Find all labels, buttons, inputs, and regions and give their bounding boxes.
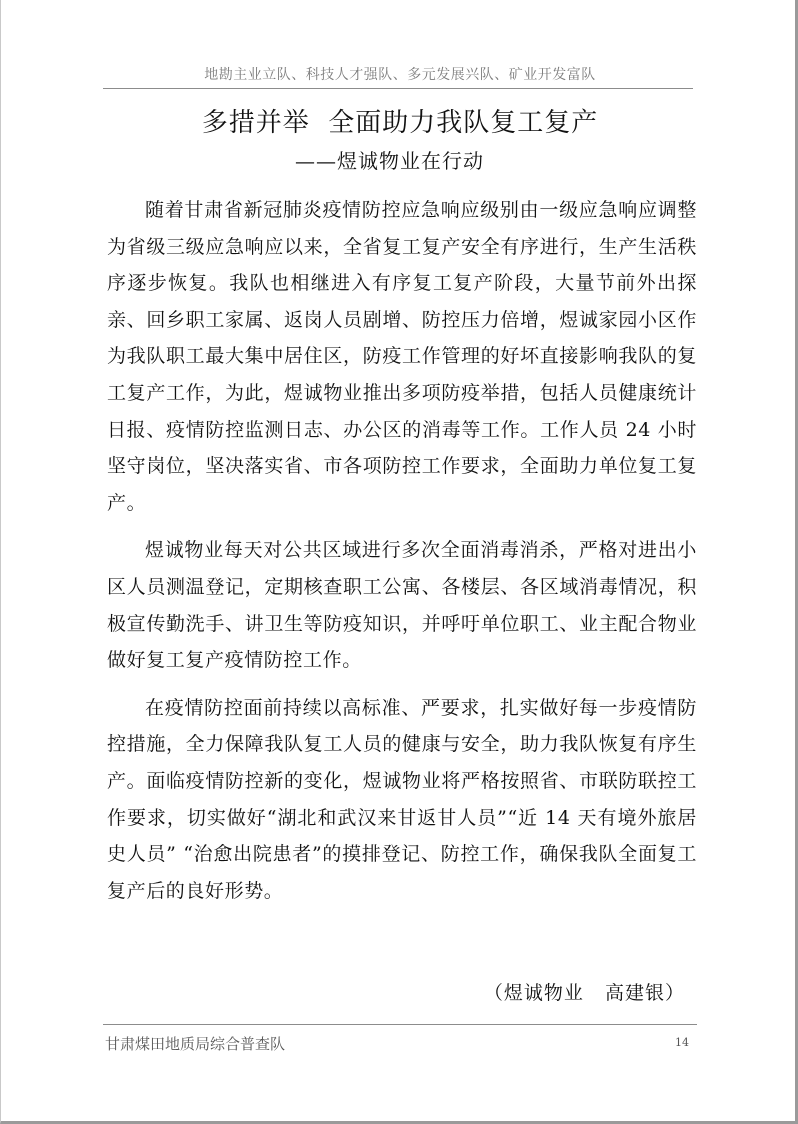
article-subtitle: ——煜诚物业在行动	[295, 149, 484, 173]
header-motto: 地勘主业立队、科技人才强队、多元发展兴队、矿业开发富队	[204, 67, 596, 83]
body-paragraph: 随着甘肃省新冠肺炎疫情防控应急响应级别由一级应急响应调整为省级三级应急响应以来，全省复工复产安全有序进行，生产生活秩序逐步恢复。我队也相继进入有序复工复产阶段，大量节前外出探亲、回乡职工家属、返岗人员剧增、防控压力倍增，煜诚家园小区作为我队职工最大集中居住区，防疫工作管理的好坏直接影响我队的复工复产工作，为此，煜诚物业推出多项防疫举措，包括人员健康统计日报、疫情防控监测日志、办公区的消毒等工作。工作人员 24 小时坚守岗位，坚决落实省、市各项防控工作要求，全面助力单位复工复产。	[107, 199, 697, 514]
article-body	[107, 192, 697, 909]
author-signature: （煜诚物业 高建银）	[483, 982, 685, 1004]
article-title: 多措并举 全面助力我队复工复产	[201, 108, 599, 138]
footer-organization: 甘肃煤田地质局综合普查队	[105, 1035, 286, 1053]
footer-divider	[103, 1024, 697, 1025]
body-paragraph: 煜诚物业每天对公共区域进行多次全面消毒消杀，严格对进出小区人员测温登记，定期核查职工公寓、各楼层、各区域消毒情况，积极宣传勤洗手、讲卫生等防疫知识，并呼吁单位职工、业主配合物业做好复工复产疫情防控工作。	[107, 539, 697, 672]
body-paragraph: 在疫情防控面前持续以高标准、严要求，扎实做好每一步疫情防控措施，全力保障我队复工人员的健康与安全，助力我队恢复有序生产。面临疫情防控新的变化，煜诚物业将严格按照省、市联防联控工作要求，切实做好“湖北和武汉来甘返甘人员”“近 14 天有境外旅居史人员” “治愈出院患者”的摸排登记、防控工作，确保我队全面复工复产后的良好形势。	[107, 696, 697, 902]
page-number: 14	[675, 1036, 689, 1049]
header-divider	[103, 88, 693, 89]
